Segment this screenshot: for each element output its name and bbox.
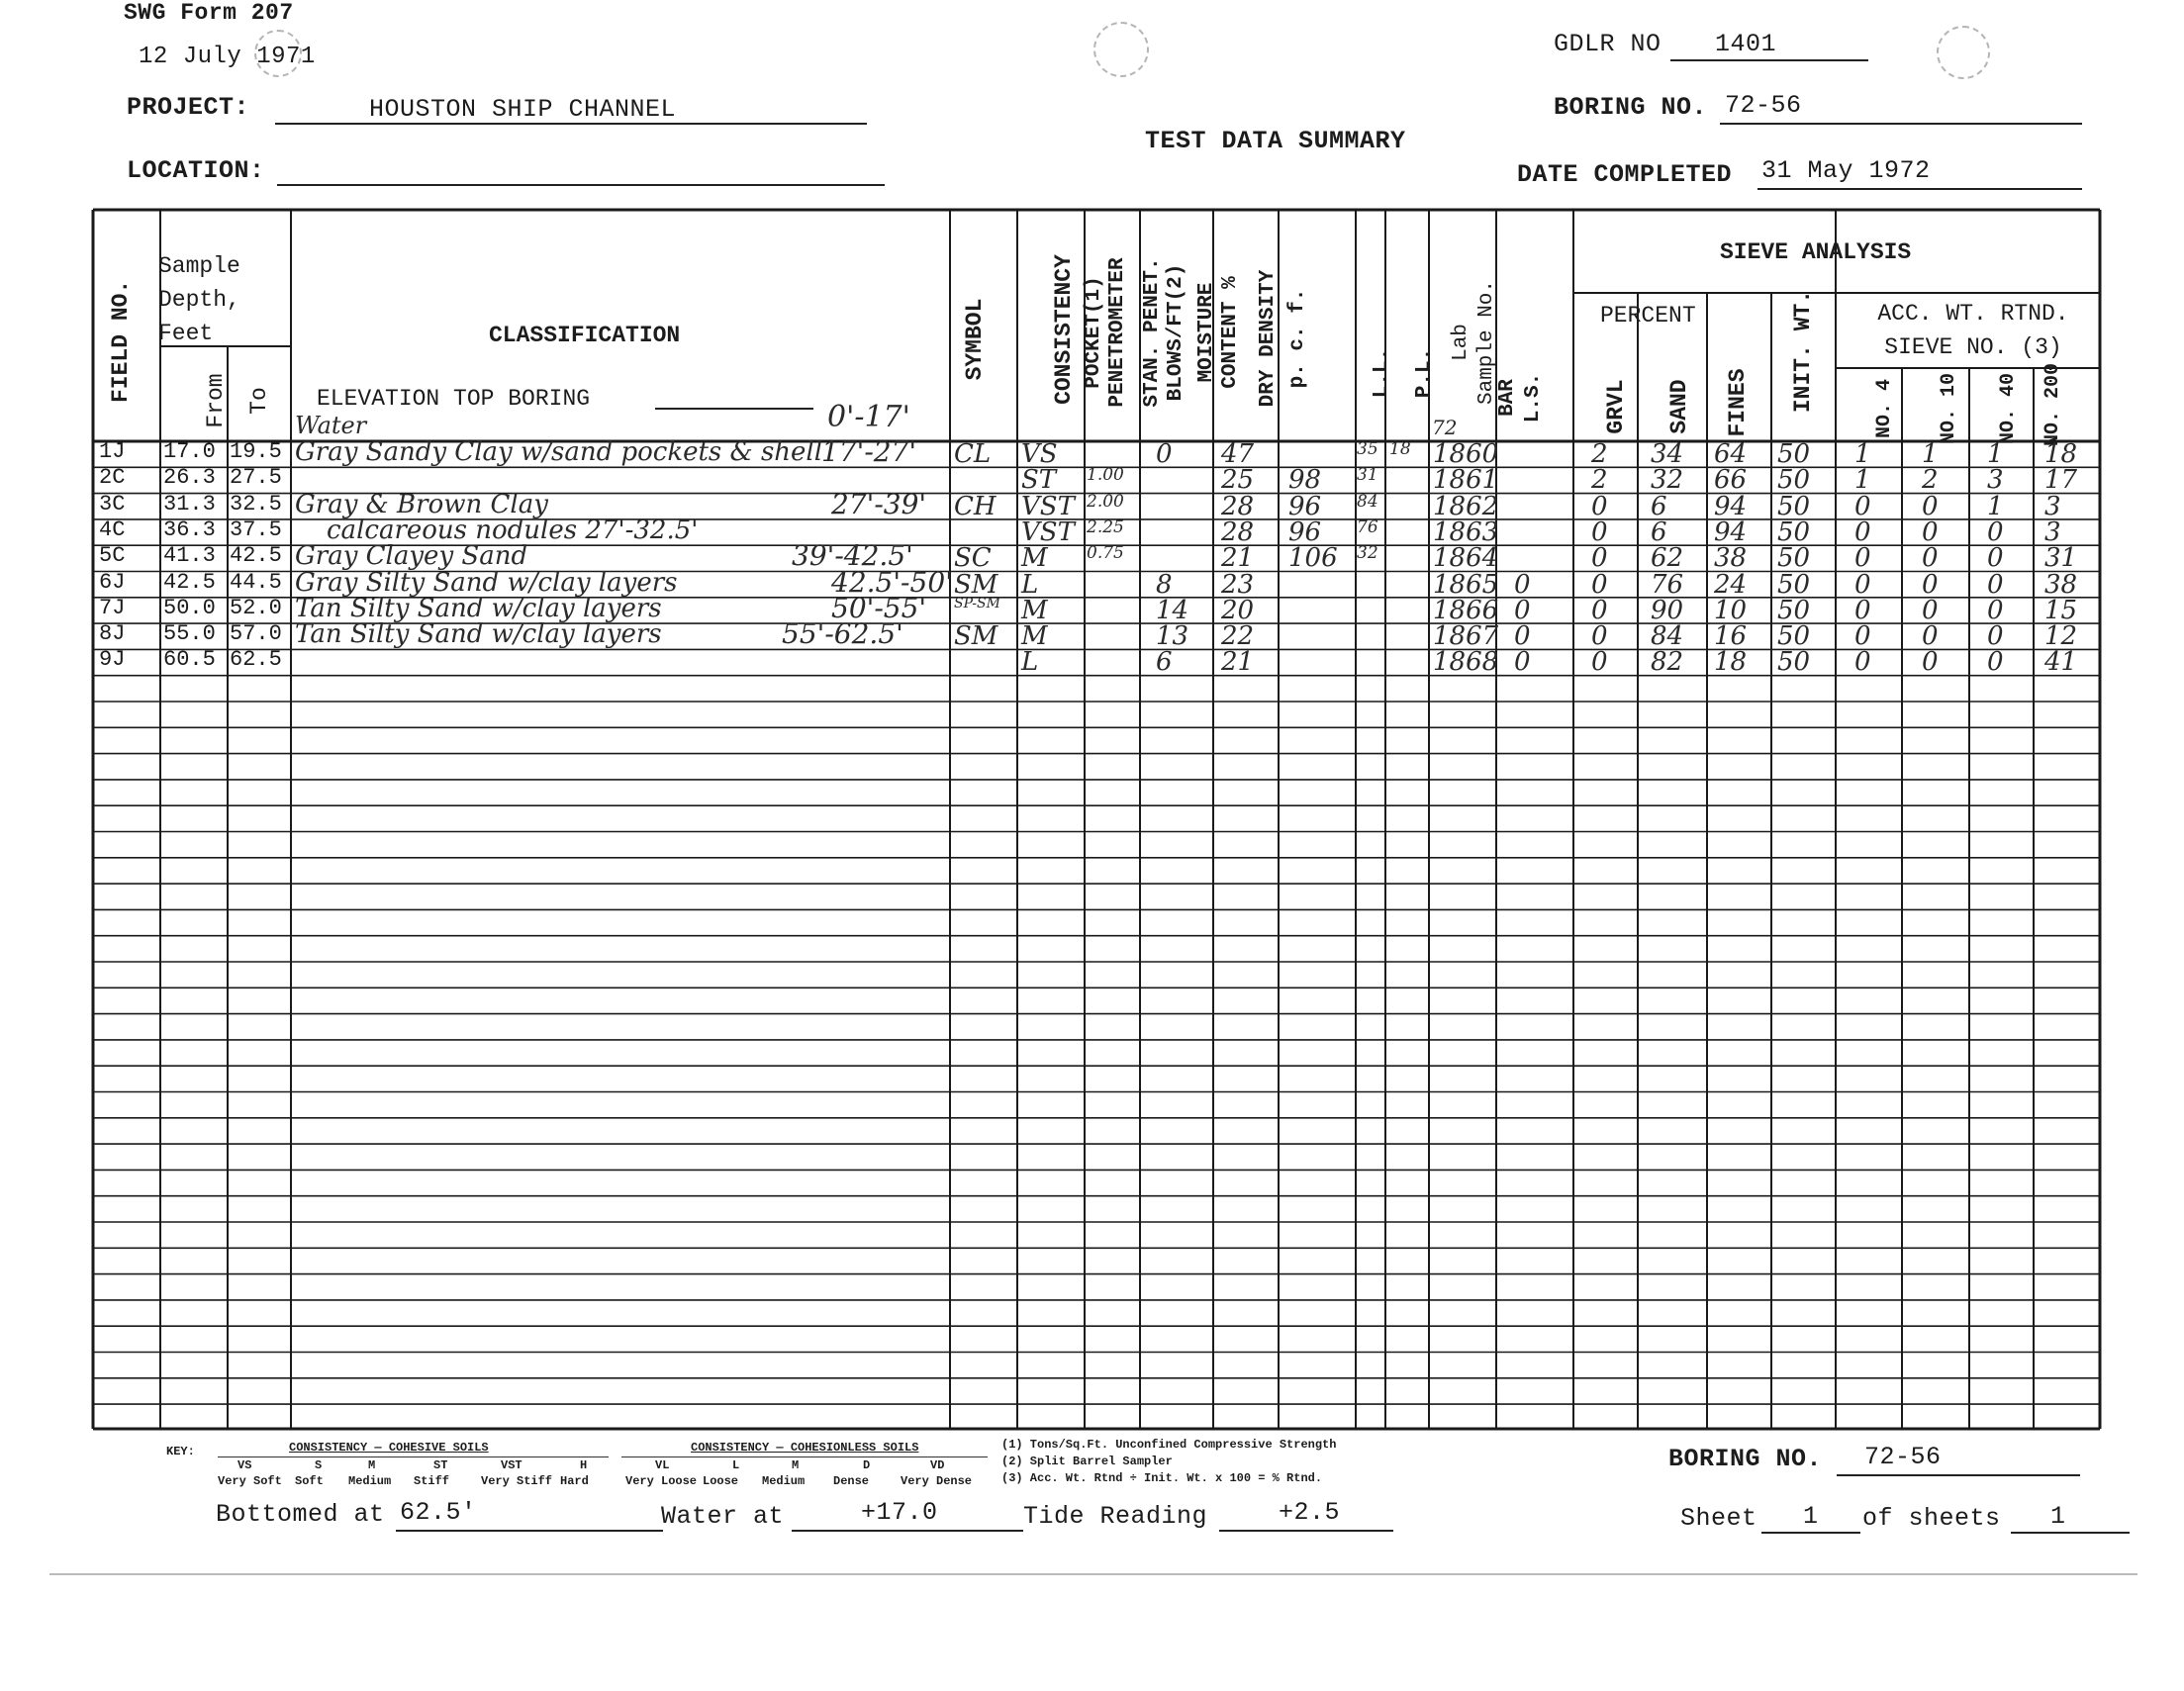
cell-to: 57.0: [230, 621, 282, 647]
cell-to: 19.5: [230, 439, 282, 464]
cell-n4: 0: [1854, 647, 1871, 678]
key-label: KEY:: [166, 1445, 195, 1458]
cell-fines: 66: [1714, 465, 1748, 496]
cell-moist: 23: [1221, 569, 1255, 600]
col-classification: CLASSIFICATION: [489, 323, 681, 348]
cell-cons: VS: [1021, 439, 1058, 469]
boring-value: 72-56: [1725, 91, 1802, 120]
key-cohesive-code: S: [315, 1458, 323, 1472]
cell-n200: 3: [2044, 517, 2061, 547]
cell-init: 50: [1777, 491, 1811, 521]
cell-fines: 24: [1714, 569, 1748, 600]
key-cohesive-name: Very Soft: [218, 1474, 282, 1488]
key-cohesive-code: M: [368, 1458, 376, 1472]
cell-grvl: 0: [1591, 595, 1608, 625]
cell-classification: Tan Silty Sand w/clay layers: [295, 593, 662, 623]
cell-ll: 31: [1357, 465, 1378, 486]
bottom-divider: [49, 1573, 2137, 1575]
cell-n40: 0: [1987, 647, 2004, 678]
cell-sym: SM: [954, 621, 998, 652]
cell-sand: 6: [1651, 517, 1667, 547]
project-value: HOUSTON SHIP CHANNEL: [369, 95, 677, 124]
cell-n40: 1: [1987, 491, 2004, 521]
col-no4: NO. 4: [1873, 379, 1896, 439]
cell-to: 37.5: [230, 517, 282, 542]
key-cohesionless-code: M: [792, 1458, 800, 1472]
cell-pl: 18: [1389, 439, 1411, 459]
cell-from: 17.0: [163, 439, 216, 464]
cell-cons: L: [1021, 569, 1039, 600]
of-sheets-value: 1: [2050, 1502, 2066, 1531]
cell-to: 27.5: [230, 465, 282, 491]
cell-lab: 1863: [1433, 517, 1499, 547]
cell-depth-range: 42.5'-50': [831, 565, 953, 599]
cell-to: 44.5: [230, 569, 282, 595]
key-underline-cohesive: [218, 1456, 609, 1457]
cell-classification: Gray Silty Sand w/clay layers: [295, 567, 678, 598]
col-ll: L.L.: [1371, 347, 1393, 399]
cell-lab: 1861: [1433, 465, 1499, 496]
cell-from: 42.5: [163, 569, 216, 595]
cell-init: 50: [1777, 621, 1811, 652]
cell-lab: 1867: [1433, 621, 1499, 652]
col-pocket: POCKET(1) PENETROMETER: [1083, 257, 1129, 408]
cell-n10: 2: [1922, 465, 1939, 496]
cell-field: 5C: [99, 543, 126, 569]
cell-pocket: 0.75: [1087, 543, 1124, 564]
cell-classification: Gray Clayey Sand: [295, 541, 528, 572]
cell-field: 3C: [99, 491, 126, 517]
water-range: 0'-17': [827, 400, 910, 434]
col-consistency: CONSISTENCY: [1051, 254, 1077, 405]
cell-grvl: 0: [1591, 621, 1608, 652]
sheet-label: Sheet: [1680, 1504, 1757, 1533]
cell-pocket: 2.25: [1087, 517, 1124, 537]
cell-init: 50: [1777, 517, 1811, 547]
cell-n4: 1: [1854, 439, 1871, 469]
cell-field: 4C: [99, 517, 126, 542]
of-sheets-label: of sheets: [1862, 1504, 2001, 1533]
lab-prefix: 72: [1432, 416, 1458, 439]
cell-ll: 76: [1357, 517, 1378, 537]
water-label-footer: Water at: [661, 1502, 785, 1531]
cell-grvl: 2: [1591, 465, 1608, 496]
cell-cons: ST: [1021, 465, 1057, 496]
cell-field: 1J: [99, 439, 126, 464]
key-note-2: (2) Split Barrel Sampler: [1001, 1455, 1173, 1468]
cell-from: 50.0: [163, 595, 216, 620]
cell-n10: 0: [1922, 621, 1939, 652]
date-completed-label: DATE COMPLETED: [1517, 160, 1733, 189]
cell-ll: 84: [1357, 491, 1378, 512]
cell-stan: 14: [1156, 595, 1189, 625]
cell-n200: 3: [2044, 491, 2061, 521]
col-no200: NO. 200: [2042, 363, 2064, 447]
cell-init: 50: [1777, 465, 1811, 496]
cell-lab: 1866: [1433, 595, 1499, 625]
col-dry-density: DRY DENSITY p. c. f.: [1257, 269, 1309, 408]
cell-dry: 96: [1288, 517, 1322, 547]
cell-sand: 82: [1651, 647, 1684, 678]
cell-from: 31.3: [163, 491, 216, 517]
cell-fines: 16: [1714, 621, 1748, 652]
cell-pocket: 2.00: [1087, 491, 1124, 512]
cell-stan: 6: [1156, 647, 1173, 678]
cell-classification: Gray Sandy Clay w/sand pockets & shell: [295, 437, 823, 467]
cell-stan: 13: [1156, 621, 1189, 652]
col-init-wt: INIT. WT.: [1790, 289, 1816, 414]
cell-lab: 1860: [1433, 439, 1499, 469]
water-value: +17.0: [861, 1498, 938, 1527]
gdlr-label: GDLR NO: [1554, 30, 1662, 58]
cell-n200: 12: [2044, 621, 2078, 652]
cell-classification: Tan Silty Sand w/clay layers: [295, 619, 662, 650]
cell-n4: 1: [1854, 465, 1871, 496]
cell-depth-range: 39'-42.5': [792, 539, 913, 573]
cell-sym: CH: [954, 491, 997, 521]
cell-init: 50: [1777, 647, 1811, 678]
cell-depth-range: 27'-39': [831, 487, 927, 520]
cell-grvl: 0: [1591, 647, 1608, 678]
cell-from: 60.5: [163, 647, 216, 673]
cell-init: 50: [1777, 543, 1811, 574]
cell-from: 36.3: [163, 517, 216, 542]
cell-sand: 32: [1651, 465, 1684, 496]
key-cohesionless-name: Dense: [833, 1474, 870, 1488]
cell-n10: 0: [1922, 543, 1939, 574]
cell-moist: 28: [1221, 517, 1255, 547]
cell-pocket: 1.00: [1087, 465, 1124, 486]
cell-sand: 90: [1651, 595, 1684, 625]
key-cohesive-code: VST: [501, 1458, 522, 1472]
key-cohesive-code: VS: [237, 1458, 252, 1472]
cell-lab: 1868: [1433, 647, 1499, 678]
cell-classification: Gray & Brown Clay: [295, 489, 548, 519]
cell-lab: 1864: [1433, 543, 1499, 574]
key-cohesive-code: ST: [433, 1458, 448, 1472]
cell-depth-range: 50'-55': [831, 591, 927, 624]
footer-boring-value: 72-56: [1864, 1443, 1942, 1471]
cell-lab: 1865: [1433, 569, 1499, 600]
col-symbol: SYMBOL: [962, 298, 988, 381]
sheet-value: 1: [1803, 1502, 1819, 1531]
key-cohesive-name: Stiff: [414, 1474, 450, 1488]
cell-cons: M: [1021, 621, 1048, 652]
key-cohesive-name: Soft: [295, 1474, 324, 1488]
key-cohesionless-name: Very Dense: [901, 1474, 973, 1488]
of-sheets-field: [2011, 1502, 2130, 1534]
cell-to: 62.5: [230, 647, 282, 673]
key-cohesive-name: Very Stiff: [481, 1474, 553, 1488]
cell-cons: L: [1021, 647, 1039, 678]
cell-init: 50: [1777, 439, 1811, 469]
key-cohesive-code: H: [580, 1458, 588, 1472]
key-underline-cohesionless: [621, 1456, 988, 1457]
cell-n10: 1: [1922, 439, 1939, 469]
cell-sym: SP-SM: [954, 595, 1000, 611]
cell-sym: SC: [954, 543, 992, 574]
cell-classification: calcareous nodules 27'-32.5': [327, 515, 699, 545]
acc-wt-heading: ACC. WT. RTND. SIEVE NO. (3): [1877, 301, 2069, 360]
water-label: Water: [295, 412, 367, 439]
cell-field: 2C: [99, 465, 126, 491]
location-label: LOCATION:: [127, 156, 265, 185]
cell-init: 50: [1777, 595, 1811, 625]
col-no10: NO. 10: [1938, 373, 1960, 445]
cell-fines: 10: [1714, 595, 1748, 625]
cell-n4: 0: [1854, 491, 1871, 521]
cell-n40: 0: [1987, 621, 2004, 652]
cell-n10: 0: [1922, 595, 1939, 625]
cell-bar: 0: [1514, 595, 1531, 625]
col-pl: P.L.: [1413, 347, 1436, 399]
cell-grvl: 2: [1591, 439, 1608, 469]
cell-depth-range: 55'-62.5': [782, 617, 903, 651]
cell-n200: 17: [2044, 465, 2078, 496]
cell-dry: 98: [1288, 465, 1322, 496]
cell-stan: 0: [1156, 439, 1173, 469]
col-to: To: [246, 387, 272, 415]
col-fines: FINES: [1725, 368, 1751, 437]
cell-fines: 94: [1714, 491, 1748, 521]
key-note-1: (1) Tons/Sq.Ft. Unconfined Compressive Strength: [1001, 1438, 1337, 1452]
cell-moist: 21: [1221, 647, 1255, 678]
cell-to: 42.5: [230, 543, 282, 569]
footer-boring-field: [1837, 1443, 2080, 1476]
key-note-3: (3) Acc. Wt. Rtnd ÷ Init. Wt. x 100 = % Rtnd.: [1001, 1471, 1323, 1485]
elevation-label: ELEVATION TOP BORING: [317, 386, 591, 412]
key-cohesionless-name: Loose: [703, 1474, 739, 1488]
cell-fines: 94: [1714, 517, 1748, 547]
cell-stan: 8: [1156, 569, 1173, 600]
cell-n4: 0: [1854, 595, 1871, 625]
form-date: 12 July 1971: [139, 44, 316, 70]
cell-bar: 0: [1514, 621, 1531, 652]
bottomed-label: Bottomed at: [216, 1500, 385, 1529]
key-cohesionless-code: VD: [930, 1458, 945, 1472]
cell-n40: 0: [1987, 595, 2004, 625]
cell-grvl: 0: [1591, 517, 1608, 547]
cell-field: 8J: [99, 621, 126, 647]
cell-n4: 0: [1854, 543, 1871, 574]
cell-n40: 0: [1987, 543, 2004, 574]
cell-n200: 15: [2044, 595, 2078, 625]
col-sand: SAND: [1666, 379, 1692, 434]
cell-ll: 32: [1357, 543, 1378, 564]
cell-sand: 76: [1651, 569, 1684, 600]
cell-dry: 96: [1288, 491, 1322, 521]
cell-fines: 64: [1714, 439, 1748, 469]
cell-n10: 0: [1922, 491, 1939, 521]
cell-n200: 41: [2044, 647, 2078, 678]
cell-moist: 25: [1221, 465, 1255, 496]
cell-grvl: 0: [1591, 543, 1608, 574]
cell-field: 9J: [99, 647, 126, 673]
cell-sand: 6: [1651, 491, 1667, 521]
percent-heading: PERCENT: [1600, 303, 1696, 329]
cell-from: 41.3: [163, 543, 216, 569]
date-completed-value: 31 May 1972: [1761, 156, 1931, 185]
col-from: From: [203, 373, 229, 428]
col-bar-ls: BAR L.S.: [1496, 372, 1545, 423]
cell-n200: 18: [2044, 439, 2078, 469]
col-grvl: GRVL: [1603, 379, 1629, 434]
cell-ll: 35: [1357, 439, 1378, 459]
col-field-no: FIELD NO.: [108, 279, 134, 403]
cell-grvl: 0: [1591, 491, 1608, 521]
cell-n40: 3: [1987, 465, 2004, 496]
cell-bar: 0: [1514, 569, 1531, 600]
cell-n200: 38: [2044, 569, 2078, 600]
elevation-field: [655, 400, 813, 410]
cell-fines: 38: [1714, 543, 1748, 574]
col-no40: NO. 40: [1997, 373, 2020, 445]
key-cohesive-name: Hard: [560, 1474, 589, 1488]
cell-n40: 1: [1987, 439, 2004, 469]
gdlr-value: 1401: [1715, 30, 1777, 58]
cell-sand: 84: [1651, 621, 1684, 652]
col-sample-depth: Sample Depth, Feet: [158, 253, 240, 346]
tide-value: +2.5: [1279, 1498, 1341, 1527]
key-cohesionless-title: CONSISTENCY — COHESIONLESS SOILS: [691, 1441, 919, 1455]
cell-depth-range: 17'-27': [821, 435, 917, 468]
cell-moist: 47: [1221, 439, 1255, 469]
cell-grvl: 0: [1591, 569, 1608, 600]
tide-field: [1219, 1498, 1393, 1532]
cell-cons: M: [1021, 543, 1048, 574]
col-moisture: MOISTURE CONTENT %: [1195, 276, 1242, 389]
cell-cons: VST: [1021, 491, 1075, 521]
cell-moist: 20: [1221, 595, 1255, 625]
form-id: SWG Form 207: [124, 0, 294, 26]
cell-n4: 0: [1854, 517, 1871, 547]
col-stan-penet: STAN. PENET. BLOWS/FT(2): [1141, 257, 1187, 408]
cell-sym: CL: [954, 439, 992, 469]
cell-moist: 21: [1221, 543, 1255, 574]
cell-fines: 18: [1714, 647, 1748, 678]
cell-lab: 1862: [1433, 491, 1499, 521]
cell-n10: 0: [1922, 517, 1939, 547]
key-cohesive-name: Medium: [348, 1474, 392, 1488]
key-cohesionless-name: Medium: [762, 1474, 806, 1488]
bottomed-field: [396, 1498, 663, 1532]
cell-n4: 0: [1854, 569, 1871, 600]
cell-field: 6J: [99, 569, 126, 595]
footer-boring-label: BORING NO.: [1668, 1445, 1823, 1473]
cell-n40: 0: [1987, 569, 2004, 600]
cell-field: 7J: [99, 595, 126, 620]
boring-label: BORING NO.: [1554, 93, 1708, 122]
cell-bar: 0: [1514, 647, 1531, 678]
cell-n10: 0: [1922, 569, 1939, 600]
key-cohesionless-code: L: [732, 1458, 740, 1472]
cell-cons: VST: [1021, 517, 1075, 547]
cell-from: 55.0: [163, 621, 216, 647]
sieve-analysis-heading: SIEVE ANALYSIS: [1720, 239, 1912, 265]
key-cohesive-title: CONSISTENCY — COHESIVE SOILS: [289, 1441, 489, 1455]
cell-n10: 0: [1922, 647, 1939, 678]
key-cohesionless-code: D: [863, 1458, 871, 1472]
bottomed-value: 62.5': [400, 1498, 477, 1527]
cell-n4: 0: [1854, 621, 1871, 652]
cell-to: 52.0: [230, 595, 282, 620]
cell-cons: M: [1021, 595, 1048, 625]
cell-n200: 31: [2044, 543, 2078, 574]
cell-moist: 22: [1221, 621, 1255, 652]
cell-init: 50: [1777, 569, 1811, 600]
col-lab-sample: Lab Sample No.: [1450, 279, 1498, 406]
water-field: [792, 1498, 1023, 1532]
cell-from: 26.3: [163, 465, 216, 491]
sheet-field: [1761, 1502, 1860, 1534]
page-title: TEST DATA SUMMARY: [1145, 127, 1406, 155]
cell-moist: 28: [1221, 491, 1255, 521]
cell-n40: 0: [1987, 517, 2004, 547]
cell-to: 32.5: [230, 491, 282, 517]
project-label: PROJECT:: [127, 93, 250, 122]
cell-sand: 62: [1651, 543, 1684, 574]
tide-label: Tide Reading: [1023, 1502, 1208, 1531]
key-cohesionless-name: Very Loose: [625, 1474, 698, 1488]
key-cohesionless-code: VL: [655, 1458, 670, 1472]
cell-dry: 106: [1288, 543, 1338, 574]
cell-sand: 34: [1651, 439, 1684, 469]
cell-sym: SM: [954, 569, 998, 600]
